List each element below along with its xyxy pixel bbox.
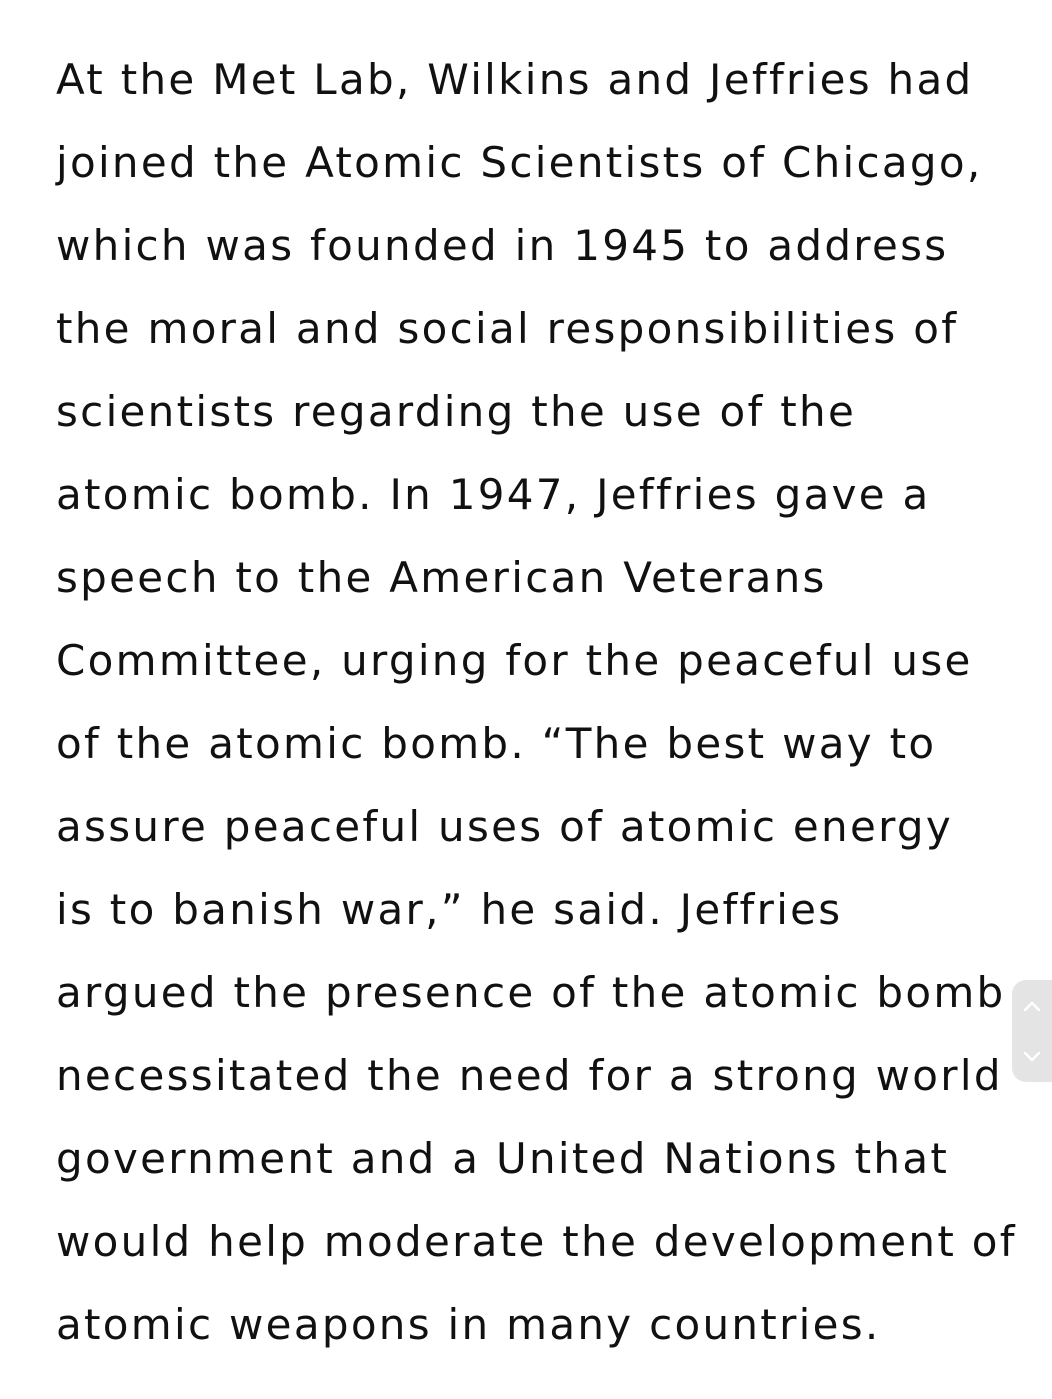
article-line: the moral and social responsibilities of xyxy=(56,304,959,353)
article-line: argued the presence of the atomic bomb xyxy=(56,968,1006,1017)
article-line: joined the Atomic Scientists of Chicago, xyxy=(56,138,983,187)
article-line: of the atomic bomb. “The best way to xyxy=(56,719,937,768)
article-line: Committee, urging for the peaceful use xyxy=(56,636,973,685)
scroll-down-button[interactable] xyxy=(1012,1031,1052,1082)
article-paragraph xyxy=(56,38,1046,1366)
article-line: scientists regarding the use of the xyxy=(56,387,857,436)
article-line: is to banish war,” he said. Jeffries xyxy=(56,885,843,934)
article-line: atomic bomb. In 1947, Jeffries gave a xyxy=(56,470,931,519)
chevron-down-icon xyxy=(1022,1050,1042,1064)
article-line: which was founded in 1945 to address xyxy=(56,221,949,270)
article-line: speech to the American Veterans xyxy=(56,553,827,602)
article-line: government and a United Nations that xyxy=(56,1134,950,1183)
article-line: atomic weapons in many countries. xyxy=(56,1300,881,1349)
chevron-up-icon xyxy=(1022,999,1042,1013)
article-line: assure peaceful uses of atomic energy xyxy=(56,802,954,851)
scroll-up-button[interactable] xyxy=(1012,980,1052,1031)
article-line: would help moderate the development of xyxy=(56,1217,1017,1266)
article-line: At the Met Lab, Wilkins and Jeffries had xyxy=(56,55,974,104)
page-scroll-controls xyxy=(1012,980,1052,1082)
article-line: necessitated the need for a strong world xyxy=(56,1051,1003,1100)
